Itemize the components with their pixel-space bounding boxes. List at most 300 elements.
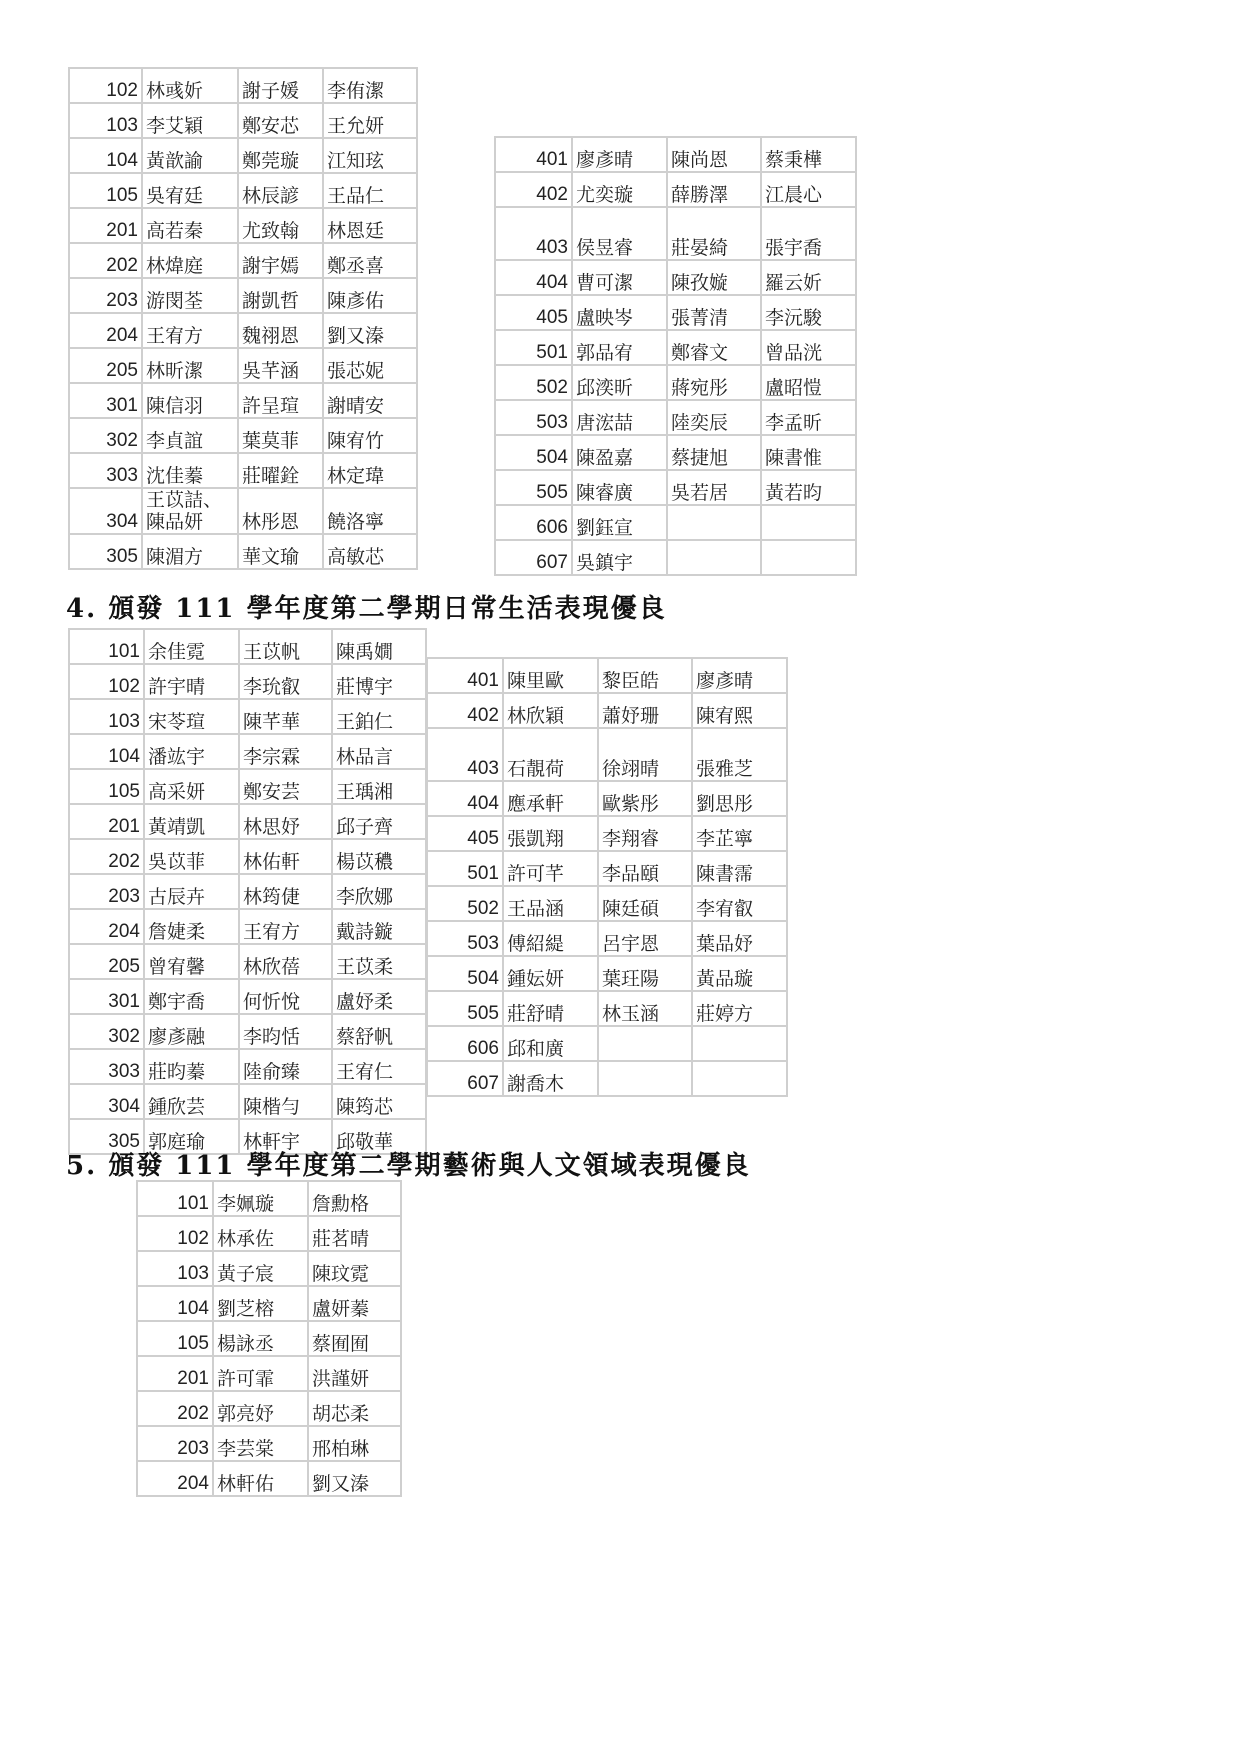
student-name-cell: 林彧妡 — [142, 68, 238, 103]
class-number-cell: 404 — [427, 781, 503, 816]
class-number-cell: 105 — [137, 1321, 213, 1356]
student-name-cell — [667, 505, 761, 540]
student-name-cell — [598, 1061, 692, 1096]
section5-table — [136, 1180, 402, 1497]
student-name-cell: 陳書惟 — [761, 435, 856, 470]
table-row — [69, 979, 426, 1014]
student-name-cell: 宋苓瑄 — [144, 699, 239, 734]
class-number-cell: 201 — [69, 208, 142, 243]
student-name-cell: 薛勝澤 — [667, 172, 761, 207]
class-number-cell: 403 — [427, 728, 503, 781]
student-name-cell: 黃子宸 — [213, 1251, 308, 1286]
class-number-cell: 302 — [69, 418, 142, 453]
student-name-cell: 王瑀湘 — [332, 769, 426, 804]
student-name-cell: 李孟昕 — [761, 400, 856, 435]
student-name-cell: 郭品宥 — [572, 330, 667, 365]
student-name-cell: 鄭睿文 — [667, 330, 761, 365]
student-name-cell: 羅云妡 — [761, 260, 856, 295]
student-name-cell: 黃若昀 — [761, 470, 856, 505]
student-name-cell: 林辰諺 — [238, 173, 323, 208]
student-name-cell: 林恩廷 — [323, 208, 417, 243]
class-number-cell: 201 — [69, 804, 144, 839]
table-row — [69, 68, 417, 103]
student-name-cell: 李宥叡 — [692, 886, 787, 921]
student-name-cell: 謝喬木 — [503, 1061, 598, 1096]
student-name-cell: 李玧叡 — [239, 664, 332, 699]
class-number-cell: 606 — [495, 505, 572, 540]
table-row — [69, 944, 426, 979]
student-name-cell: 王鉑仁 — [332, 699, 426, 734]
student-name-cell: 王允妍 — [323, 103, 417, 138]
student-name-cell: 鄭丞喜 — [323, 243, 417, 278]
table-row — [495, 295, 856, 330]
class-number-cell: 501 — [495, 330, 572, 365]
student-name-cell: 林彤恩 — [238, 488, 323, 534]
student-name-cell: 葉玨陽 — [598, 956, 692, 991]
student-name-cell: 鄭安芸 — [239, 769, 332, 804]
student-name-cell: 蔣宛彤 — [667, 365, 761, 400]
student-name-cell: 吳芊涵 — [238, 348, 323, 383]
student-name-cell: 廖彥晴 — [572, 137, 667, 172]
table-row — [427, 728, 787, 781]
table-row — [137, 1286, 401, 1321]
table-row — [427, 956, 787, 991]
table-row — [69, 909, 426, 944]
class-number-cell: 301 — [69, 979, 144, 1014]
student-name-cell: 何忻悅 — [239, 979, 332, 1014]
class-number-cell: 104 — [137, 1286, 213, 1321]
class-number-cell: 103 — [69, 103, 142, 138]
student-name-cell: 李昀恬 — [239, 1014, 332, 1049]
student-name-cell: 潘竑宇 — [144, 734, 239, 769]
table-row — [69, 699, 426, 734]
class-number-cell: 103 — [137, 1251, 213, 1286]
table-row — [69, 534, 417, 569]
student-name-cell: 陳宥熙 — [692, 693, 787, 728]
student-name-cell: 陳芊華 — [239, 699, 332, 734]
student-name-cell: 林品言 — [332, 734, 426, 769]
table-row — [495, 505, 856, 540]
class-number-cell: 504 — [427, 956, 503, 991]
class-number-cell: 204 — [69, 909, 144, 944]
student-name-cell: 張菁清 — [667, 295, 761, 330]
table-row — [495, 260, 856, 295]
student-name-cell: 陳玟霓 — [308, 1251, 401, 1286]
student-name-cell: 吳宥廷 — [142, 173, 238, 208]
student-name-cell: 尤奕璇 — [572, 172, 667, 207]
student-name-cell: 陳書霈 — [692, 851, 787, 886]
student-name-cell: 陳信羽 — [142, 383, 238, 418]
student-name-cell: 鄭安芯 — [238, 103, 323, 138]
table-row — [427, 851, 787, 886]
student-name-cell: 蕭妤珊 — [598, 693, 692, 728]
student-name-cell: 王品涵 — [503, 886, 598, 921]
student-name-cell: 葉品妤 — [692, 921, 787, 956]
table-row — [69, 664, 426, 699]
table-row — [69, 243, 417, 278]
class-number-cell: 505 — [427, 991, 503, 1026]
class-number-cell: 302 — [69, 1014, 144, 1049]
table-row — [495, 207, 856, 260]
student-name-cell: 邢柏琳 — [308, 1426, 401, 1461]
table-row — [495, 137, 856, 172]
class-number-cell: 502 — [495, 365, 572, 400]
class-number-cell: 203 — [137, 1426, 213, 1461]
student-name-cell: 高若秦 — [142, 208, 238, 243]
student-name-cell: 侯昱睿 — [572, 207, 667, 260]
student-name-cell: 林煒庭 — [142, 243, 238, 278]
student-name-cell: 謝晴安 — [323, 383, 417, 418]
table-row — [427, 693, 787, 728]
student-name-cell: 王宥仁 — [332, 1049, 426, 1084]
table-row — [137, 1356, 401, 1391]
class-number-cell: 204 — [137, 1461, 213, 1496]
table-row — [69, 1084, 426, 1119]
table-row — [69, 1049, 426, 1084]
student-name-cell: 張宇喬 — [761, 207, 856, 260]
student-name-cell — [692, 1061, 787, 1096]
table-row — [137, 1251, 401, 1286]
class-number-cell: 201 — [137, 1356, 213, 1391]
student-name-cell: 李艾穎 — [142, 103, 238, 138]
student-name-cell: 王品仁 — [323, 173, 417, 208]
table-row — [69, 734, 426, 769]
student-name-cell: 郭亮妤 — [213, 1391, 308, 1426]
class-number-cell: 202 — [137, 1391, 213, 1426]
student-name-cell — [598, 1026, 692, 1061]
table-row — [495, 172, 856, 207]
student-name-cell: 林承佐 — [213, 1216, 308, 1251]
student-name-cell: 劉又溱 — [308, 1461, 401, 1496]
student-name-cell: 張凱翔 — [503, 816, 598, 851]
class-number-cell: 205 — [69, 944, 144, 979]
class-number-cell: 303 — [69, 453, 142, 488]
student-name-cell: 沈佳蓁 — [142, 453, 238, 488]
student-name-cell: 魏祤恩 — [238, 313, 323, 348]
student-name-cell: 傅紹緹 — [503, 921, 598, 956]
student-name-cell: 邱和廣 — [503, 1026, 598, 1061]
student-name-cell: 邱敬華 — [332, 1119, 426, 1154]
table-row — [69, 418, 417, 453]
table-row — [69, 874, 426, 909]
class-number-cell: 105 — [69, 769, 144, 804]
table-row — [495, 400, 856, 435]
table-row — [69, 629, 426, 664]
class-number-cell: 203 — [69, 874, 144, 909]
student-name-cell: 楊詠丞 — [213, 1321, 308, 1356]
class-number-cell: 405 — [495, 295, 572, 330]
student-name-cell: 詹勳格 — [308, 1181, 401, 1216]
class-number-cell: 607 — [427, 1061, 503, 1096]
student-name-cell — [761, 505, 856, 540]
class-number-cell: 305 — [69, 534, 142, 569]
class-number-cell: 403 — [495, 207, 572, 260]
student-name-cell: 楊苡穠 — [332, 839, 426, 874]
student-name-cell: 李侑潔 — [323, 68, 417, 103]
student-name-cell: 李翔睿 — [598, 816, 692, 851]
table-row — [427, 781, 787, 816]
student-name-cell: 黃品璇 — [692, 956, 787, 991]
student-name-cell: 高采妍 — [144, 769, 239, 804]
student-name-cell: 蔡舒帆 — [332, 1014, 426, 1049]
student-name-cell: 陸俞臻 — [239, 1049, 332, 1084]
class-number-cell: 503 — [427, 921, 503, 956]
student-name-cell: 高敏芯 — [323, 534, 417, 569]
table-row — [137, 1461, 401, 1496]
student-name-cell: 莊舒晴 — [503, 991, 598, 1026]
table-row — [427, 1061, 787, 1096]
student-name-cell: 陳禹嫺 — [332, 629, 426, 664]
student-name-cell: 古辰卉 — [144, 874, 239, 909]
student-name-cell: 邱子齊 — [332, 804, 426, 839]
student-name-cell: 蔡囿囿 — [308, 1321, 401, 1356]
student-name-cell: 洪謹妍 — [308, 1356, 401, 1391]
student-name-cell: 莊晏綺 — [667, 207, 761, 260]
student-name-cell: 林玉涵 — [598, 991, 692, 1026]
table-row — [69, 173, 417, 208]
student-name-cell: 許呈瑄 — [238, 383, 323, 418]
student-name-cell: 王宥方 — [239, 909, 332, 944]
class-number-cell: 203 — [69, 278, 142, 313]
student-name-cell: 黃歆諭 — [142, 138, 238, 173]
student-name-cell: 曾品洸 — [761, 330, 856, 365]
class-number-cell: 101 — [69, 629, 144, 664]
student-name-cell: 陳宥竹 — [323, 418, 417, 453]
student-name-cell: 林筠倢 — [239, 874, 332, 909]
student-name-cell: 陳筠芯 — [332, 1084, 426, 1119]
class-number-cell: 503 — [495, 400, 572, 435]
table-row — [69, 138, 417, 173]
student-name-cell: 陳睿廣 — [572, 470, 667, 505]
student-name-cell: 陳里歐 — [503, 658, 598, 693]
student-name-cell: 吳若居 — [667, 470, 761, 505]
student-name-cell: 劉又溱 — [323, 313, 417, 348]
class-number-cell: 607 — [495, 540, 572, 575]
section4-left-table — [68, 628, 427, 1155]
table-row — [495, 470, 856, 505]
student-name-cell: 張雅芝 — [692, 728, 787, 781]
table-row — [69, 804, 426, 839]
student-name-cell: 徐翊晴 — [598, 728, 692, 781]
class-number-cell: 301 — [69, 383, 142, 418]
section4-right-table — [426, 657, 788, 1097]
student-name-cell: 鍾妘妍 — [503, 956, 598, 991]
student-name-cell: 尤致翰 — [238, 208, 323, 243]
student-name-cell: 葉莫菲 — [238, 418, 323, 453]
student-name-cell: 謝凱哲 — [238, 278, 323, 313]
student-name-cell: 黃靖凱 — [144, 804, 239, 839]
student-name-cell: 鄭宇喬 — [144, 979, 239, 1014]
student-name-cell: 林思妤 — [239, 804, 332, 839]
class-number-cell: 102 — [69, 664, 144, 699]
table-row — [69, 1014, 426, 1049]
class-number-cell: 305 — [69, 1119, 144, 1154]
table-row — [137, 1181, 401, 1216]
table-row — [427, 1026, 787, 1061]
class-number-cell: 303 — [69, 1049, 144, 1084]
table-row — [69, 278, 417, 313]
student-name-cell: 江知玹 — [323, 138, 417, 173]
student-name-cell: 戴詩鏇 — [332, 909, 426, 944]
student-name-cell: 陳孜嫙 — [667, 260, 761, 295]
class-number-cell: 202 — [69, 839, 144, 874]
student-name-cell: 曹可潔 — [572, 260, 667, 295]
student-name-cell: 鍾欣芸 — [144, 1084, 239, 1119]
student-name-cell: 陳楷勻 — [239, 1084, 332, 1119]
table-row — [495, 365, 856, 400]
section5-title: 5. 頒發 111 學年度第二學期藝術與人文領域表現優良 — [66, 1151, 751, 1181]
class-number-cell: 401 — [427, 658, 503, 693]
class-number-cell: 501 — [427, 851, 503, 886]
section4-title: 4. 頒發 111 學年度第二學期日常生活表現優良 — [66, 594, 667, 624]
class-number-cell: 304 — [69, 1084, 144, 1119]
student-name-cell: 李姵璇 — [213, 1181, 308, 1216]
table-row — [495, 330, 856, 365]
student-name-cell: 王苡柔 — [332, 944, 426, 979]
student-name-cell: 廖彥晴 — [692, 658, 787, 693]
student-name-cell: 陳湄方 — [142, 534, 238, 569]
student-name-cell: 張芯妮 — [323, 348, 417, 383]
student-name-cell: 林欣穎 — [503, 693, 598, 728]
class-number-cell: 104 — [69, 734, 144, 769]
table-row — [69, 208, 417, 243]
student-name-cell: 王苡詰、陳品妍 — [142, 488, 238, 534]
student-name-cell: 林昕潔 — [142, 348, 238, 383]
student-name-cell: 盧映岑 — [572, 295, 667, 330]
student-name-cell: 蔡捷旭 — [667, 435, 761, 470]
class-number-cell: 402 — [427, 693, 503, 728]
table-row — [69, 383, 417, 418]
table-row — [137, 1216, 401, 1251]
class-number-cell: 205 — [69, 348, 142, 383]
student-name-cell: 郭庭瑜 — [144, 1119, 239, 1154]
student-name-cell: 林定瑋 — [323, 453, 417, 488]
student-name-cell: 吳鎮宇 — [572, 540, 667, 575]
student-name-cell: 黎臣皓 — [598, 658, 692, 693]
student-name-cell: 游閔荃 — [142, 278, 238, 313]
student-name-cell: 廖彥融 — [144, 1014, 239, 1049]
class-number-cell: 504 — [495, 435, 572, 470]
student-name-cell: 謝宇嫣 — [238, 243, 323, 278]
table-row — [495, 540, 856, 575]
table-row — [69, 839, 426, 874]
student-name-cell: 余佳霓 — [144, 629, 239, 664]
student-name-cell: 李貞誼 — [142, 418, 238, 453]
student-name-cell: 謝子媛 — [238, 68, 323, 103]
student-name-cell: 曾宥馨 — [144, 944, 239, 979]
student-name-cell — [667, 540, 761, 575]
student-name-cell: 李欣娜 — [332, 874, 426, 909]
student-name-cell: 林軒宇 — [239, 1119, 332, 1154]
table-row — [69, 769, 426, 804]
student-name-cell: 李芷寧 — [692, 816, 787, 851]
student-name-cell: 詹婕柔 — [144, 909, 239, 944]
class-number-cell: 204 — [69, 313, 142, 348]
table-row — [69, 453, 417, 488]
class-number-cell: 102 — [69, 68, 142, 103]
class-number-cell: 104 — [69, 138, 142, 173]
student-name-cell: 盧昭愷 — [761, 365, 856, 400]
class-number-cell: 304 — [69, 488, 142, 534]
student-name-cell: 林佑軒 — [239, 839, 332, 874]
student-name-cell: 饒洛寧 — [323, 488, 417, 534]
student-name-cell: 陳盈嘉 — [572, 435, 667, 470]
class-number-cell: 606 — [427, 1026, 503, 1061]
class-number-cell: 101 — [137, 1181, 213, 1216]
student-name-cell: 許宇晴 — [144, 664, 239, 699]
student-name-cell: 林軒佑 — [213, 1461, 308, 1496]
class-number-cell: 202 — [69, 243, 142, 278]
student-name-cell: 陳尚恩 — [667, 137, 761, 172]
table-row — [69, 348, 417, 383]
class-number-cell: 102 — [137, 1216, 213, 1251]
student-name-cell: 林欣蓓 — [239, 944, 332, 979]
student-name-cell: 盧妤柔 — [332, 979, 426, 1014]
section3-right-table — [494, 136, 857, 576]
table-row — [427, 886, 787, 921]
class-number-cell: 505 — [495, 470, 572, 505]
student-name-cell: 李沅駿 — [761, 295, 856, 330]
student-name-cell: 唐浤喆 — [572, 400, 667, 435]
class-number-cell: 405 — [427, 816, 503, 851]
student-name-cell: 劉芝榕 — [213, 1286, 308, 1321]
student-name-cell: 許可霏 — [213, 1356, 308, 1391]
section3-left-table — [68, 67, 418, 570]
student-name-cell: 陸奕辰 — [667, 400, 761, 435]
student-name-cell: 邱湙昕 — [572, 365, 667, 400]
student-name-cell: 莊昀蓁 — [144, 1049, 239, 1084]
student-name-cell: 江晨心 — [761, 172, 856, 207]
student-name-cell: 李宗霖 — [239, 734, 332, 769]
student-name-cell: 華文瑜 — [238, 534, 323, 569]
student-name-cell: 莊博宇 — [332, 664, 426, 699]
student-name-cell — [761, 540, 856, 575]
student-name-cell: 石靚荷 — [503, 728, 598, 781]
class-number-cell: 402 — [495, 172, 572, 207]
student-name-cell: 歐紫彤 — [598, 781, 692, 816]
table-row — [69, 103, 417, 138]
student-name-cell: 莊茗晴 — [308, 1216, 401, 1251]
student-name-cell: 胡芯柔 — [308, 1391, 401, 1426]
student-name-cell: 王宥方 — [142, 313, 238, 348]
student-name-cell: 李品頤 — [598, 851, 692, 886]
class-number-cell: 105 — [69, 173, 142, 208]
table-row — [427, 991, 787, 1026]
student-name-cell: 李芸棠 — [213, 1426, 308, 1461]
table-row — [69, 313, 417, 348]
class-number-cell: 401 — [495, 137, 572, 172]
student-name-cell: 鄭莞璇 — [238, 138, 323, 173]
student-name-cell: 陳彥佑 — [323, 278, 417, 313]
table-row — [427, 921, 787, 956]
table-row — [137, 1391, 401, 1426]
table-row — [137, 1321, 401, 1356]
table-row — [137, 1426, 401, 1461]
table-row — [69, 488, 417, 534]
table-row — [495, 435, 856, 470]
student-name-cell: 劉鈺宣 — [572, 505, 667, 540]
student-name-cell: 許可芊 — [503, 851, 598, 886]
student-name-cell: 莊婷方 — [692, 991, 787, 1026]
student-name-cell: 盧妍蓁 — [308, 1286, 401, 1321]
student-name-cell: 莊曜銓 — [238, 453, 323, 488]
class-number-cell: 404 — [495, 260, 572, 295]
student-name-cell: 應承軒 — [503, 781, 598, 816]
student-name-cell: 蔡秉樺 — [761, 137, 856, 172]
student-name-cell: 呂宇恩 — [598, 921, 692, 956]
class-number-cell: 103 — [69, 699, 144, 734]
class-number-cell: 502 — [427, 886, 503, 921]
